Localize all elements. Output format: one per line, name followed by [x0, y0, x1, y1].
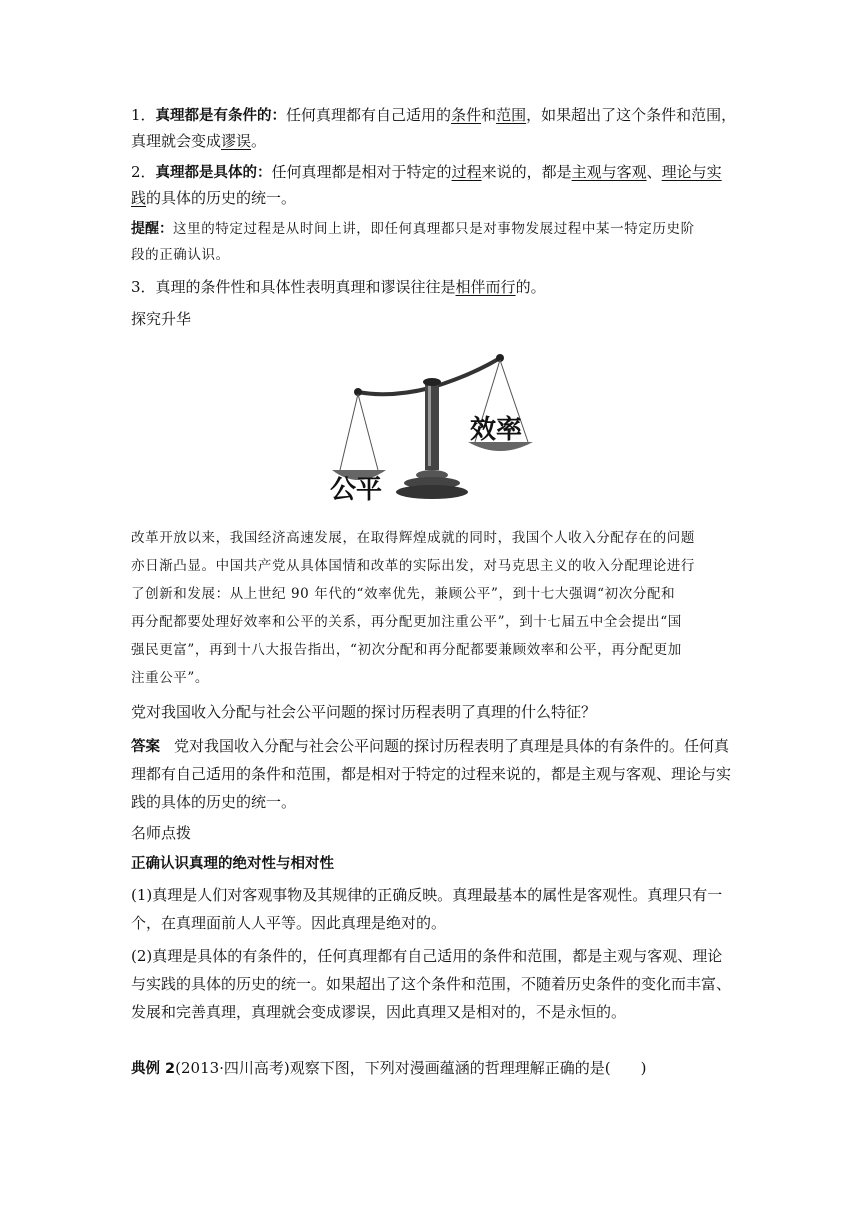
point-line: 个，在真理面前人人平等。因此真理是绝对的。 [131, 914, 447, 932]
tip-cont [131, 244, 731, 266]
example-text: 观察下图，下列对漫画蕴涵的哲理理解正确的是( ) [289, 1059, 647, 1077]
point-line: (1)真理是人们对客观事物及其规律的正确反映。真理最基本的属性是客观性。真理只有一 [131, 886, 723, 904]
passage-line: 亦日渐凸显。中国共产党从具体国情和改革的实际出发，对马克思主义的收入分配理论进行 [131, 558, 695, 574]
item-1-text-and: 和 [481, 106, 497, 124]
tip [131, 218, 731, 240]
item-2-comma: 、 [646, 163, 662, 181]
underlined-subjective-objective: 主观与客观 [571, 163, 647, 181]
point-line: (2)真理是具体的有条件的，任何真理都有自己适用的条件和范围，都是主观与客观、理论 [131, 947, 723, 965]
passage-line: 强民更富”，再到十八大报告指出，“初次分配和再分配都要兼顾效率和公平，再分配更加 [131, 642, 682, 658]
underlined-practice-end: 践 [131, 189, 147, 207]
underlined-process: 过程 [451, 163, 482, 181]
item-2-line2: 的具体的历史的统一。 [146, 189, 297, 207]
tip-text: 这里的特定过程是从时间上讲，即任何真理都只是对事物发展过程中某一特定历史阶 [173, 221, 695, 237]
tip-label: 提醒： [131, 221, 173, 237]
item-1-text-rest: ，如果超出了这个条件和范围， [526, 106, 737, 124]
section-explore: 探究升华 [131, 310, 192, 328]
item-2-title: 真理都是具体的： [155, 165, 272, 181]
passage-line: 注重公平”。 [131, 670, 210, 686]
underlined-theory-practice: 理论与实 [661, 163, 722, 181]
passage-line: 了创新和发展：从上世纪 90 年代的“效率优先，兼顾公平”，到十七大强调“初次分配和 [131, 586, 676, 602]
underlined-conditions: 条件 [451, 106, 482, 124]
item-1-number: 1． [131, 106, 156, 124]
item-3-end: 的。 [515, 278, 546, 296]
item-1-cont [131, 130, 731, 152]
example-label: 典例 2 [131, 1061, 176, 1077]
underlined-scope: 范围 [496, 106, 527, 124]
item-1-title: 真理都是有条件的： [155, 108, 287, 124]
underlined-go-together: 相伴而行 [455, 278, 516, 296]
point-line: 发展和完善真理，真理就会变成谬误，因此真理又是相对的，不是永恒的。 [131, 1003, 627, 1021]
question: 党对我国收入分配与社会公平问题的探讨历程表明了真理的什么特征？ [131, 703, 597, 721]
underlined-error: 谬误 [221, 132, 252, 150]
example [131, 1057, 731, 1080]
answer-line-1: 党对我国收入分配与社会公平问题的探讨历程表明了真理是具体的有条件的。任何真 [174, 737, 730, 755]
answer-label: 答案 [131, 739, 160, 755]
point-line: 与实践的具体的历史的统一。如果超出了这个条件和范围，不随着历史条件的变化而丰富、 [131, 975, 732, 993]
passage-line: 再分配都要处理好效率和公平的关系，再分配更加注重公平”，到十七届五中全会提出“国 [131, 614, 682, 630]
subheading: 正确认识真理的绝对性与相对性 [131, 856, 334, 872]
answer-line-2: 理都有自己适用的条件和范围，都是相对于特定的过程来说的，都是主观与客观、理论与实 [131, 765, 732, 783]
item-2 [131, 161, 731, 184]
item-1-line2: 真理就会变成 [131, 132, 222, 150]
label-efficiency: 效率 [470, 415, 523, 445]
label-fairness: 公平 [330, 475, 383, 505]
item-1-period: 。 [251, 132, 267, 150]
example-source: (2013·四川高考) [175, 1059, 290, 1077]
item-3-text: 3．真理的条件性和具体性表明真理和谬误往往是 [131, 278, 456, 296]
answer-line-3: 践的具体的历史的统一。 [131, 793, 297, 811]
balance-scale-cartoon [330, 350, 535, 515]
item-2-text: 任何真理都是相对于特定的 [271, 163, 452, 181]
item-1 [131, 104, 737, 127]
item-1-text: 任何真理都有自己适用的 [286, 106, 452, 124]
item-2-number: 2． [131, 163, 156, 181]
passage-line: 改革开放以来，我国经济高速发展，在取得辉煌成就的同时，我国个人收入分配存在的问题 [131, 530, 695, 546]
tip-text-2: 段的正确认识。 [131, 247, 230, 263]
item-2-cont [131, 187, 731, 209]
item-3 [131, 276, 731, 298]
answer [131, 735, 731, 758]
item-2-text-2: 来说的，都是 [481, 163, 572, 181]
section-teacher-tips: 名师点拨 [131, 824, 192, 842]
